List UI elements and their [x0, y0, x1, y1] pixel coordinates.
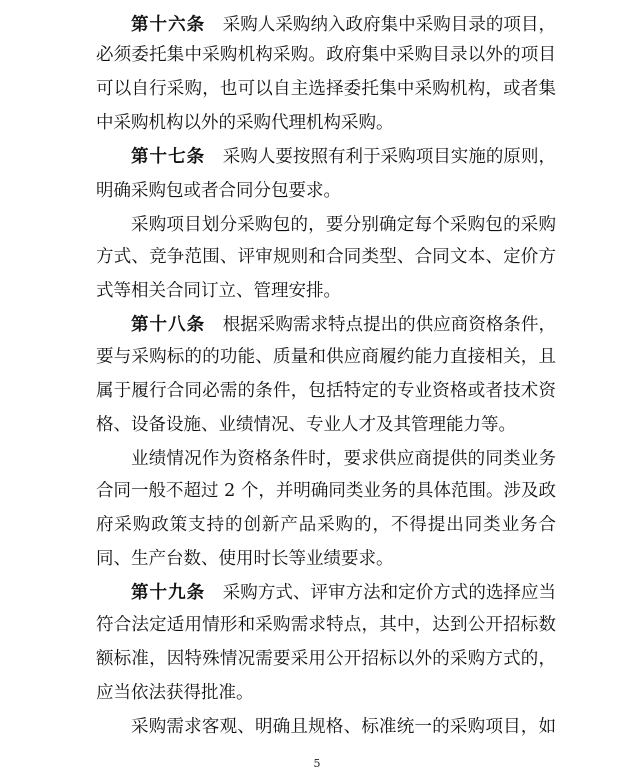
paragraph-18b-line-4: 同、生产台数、使用时长等业绩要求。	[96, 549, 394, 569]
paragraph-19-line-4: 应当依法获得批准。	[96, 683, 254, 703]
paragraph-16-line-4: 中采购机构以外的采购代理机构采购。	[96, 113, 394, 133]
paragraph-18-line-3: 属于履行合同必需的条件，包括特定的专业资格或者技术资	[96, 381, 556, 401]
article-label-18: 第十八条	[131, 315, 206, 335]
paragraph-18b-line-3: 府采购政策支持的创新产品采购的，不得提出同类业务合	[96, 515, 556, 535]
page-number: 5	[313, 757, 321, 770]
paragraph-18-line-4: 格、设备设施、业绩情况、专业人才及其管理能力等。	[96, 415, 516, 435]
article-label-19: 第十九条	[131, 583, 206, 603]
paragraph-18b-line-1: 业绩情况作为资格条件时，要求供应商提供的同类业务	[131, 449, 556, 469]
paragraph-18b-line-2: 合同一般不超过 2 个，并明确同类业务的具体范围。涉及政	[96, 481, 556, 501]
paragraph-19-line-3: 额标准，因特殊情况需要采用公开招标以外的采购方式的，	[96, 649, 556, 669]
article-label-16: 第十六条	[131, 15, 206, 35]
article-label-17: 第十七条	[131, 147, 206, 167]
paragraph-19-line-2: 符合法定适用情形和采购需求特点，其中，达到公开招标数	[96, 615, 556, 635]
paragraph-17b-line-3: 式等相关合同订立、管理安排。	[96, 281, 341, 301]
paragraph-16-line-3: 可以自行采购，也可以自主选择委托集中采购机构，或者集	[96, 79, 556, 99]
paragraph-19-line-1: 第十九条 采购方式、评审方法和定价方式的选择应当	[131, 583, 557, 603]
paragraph-19b-line-1: 采购需求客观、明确且规格、标准统一的采购项目，如	[131, 717, 556, 737]
paragraph-17-line-1: 第十七条 采购人要按照有利于采购项目实施的原则，	[131, 147, 557, 167]
paragraph-18-line-1: 第十八条 根据采购需求特点提出的供应商资格条件，	[131, 315, 557, 335]
paragraph-17b-line-2: 方式、竞争范围、评审规则和合同类型、合同文本、定价方	[96, 247, 556, 267]
paragraph-18-line-2: 要与采购标的的功能、质量和供应商履约能力直接相关，且	[96, 347, 556, 367]
paragraph-17b-line-1: 采购项目划分采购包的，要分别确定每个采购包的采购	[131, 215, 556, 235]
paragraph-17-line-2: 明确采购包或者合同分包要求。	[96, 181, 341, 201]
paragraph-16-line-2: 必须委托集中采购机构采购。政府集中采购目录以外的项目	[96, 45, 556, 65]
paragraph-16-line-1: 第十六条 采购人采购纳入政府集中采购目录的项目，	[131, 15, 557, 35]
